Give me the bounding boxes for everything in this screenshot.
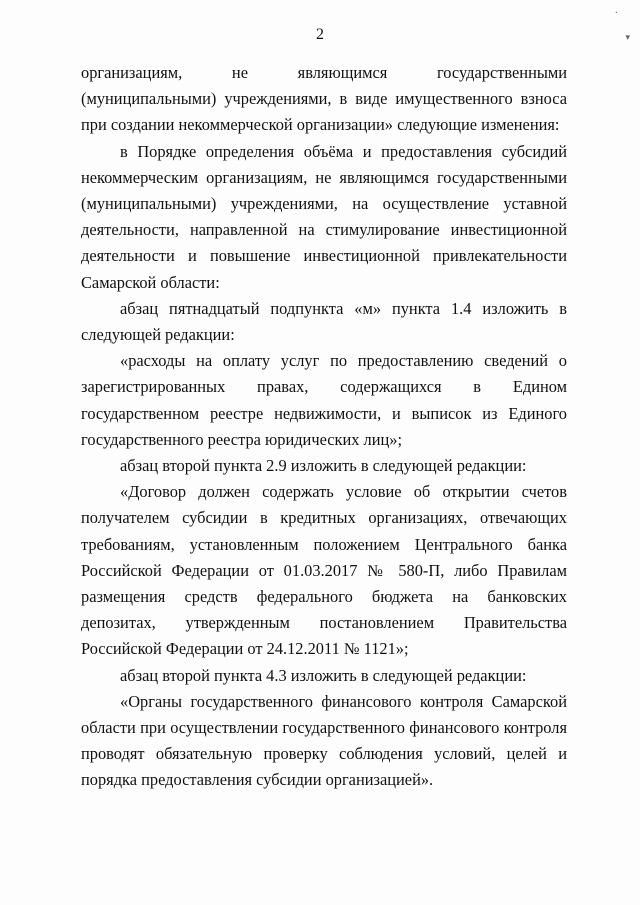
scan-arrow-mark: ▾ — [625, 32, 630, 42]
paragraph-instruction-4-3: абзац второй пункта 4.3 изложить в следующей редакции: — [120, 665, 527, 685]
document-body — [81, 60, 567, 794]
paragraph-instruction-1-4: абзац пятнадцатый подпункта «м» пункта 1.4 изложить в следующей редакции: — [81, 298, 567, 345]
paragraph-quote-expenses: «расходы на оплату услуг по предоставлению сведений о зарегистрированных правах, содержащихся в Едином государственном реестре недвижимости, и выписок из Единого государственного реестра юридических лиц»; — [81, 351, 567, 449]
paragraph-continuation: организациям, не являющимся государственными (муниципальными) учреждениями, в виде имущественного взноса при создании некоммерческой организации» следующие изменения: — [81, 63, 567, 135]
scan-speck: · — [614, 8, 618, 19]
page-number: 2 — [316, 26, 324, 43]
paragraph-quote-control: «Органы государственного финансового контроля Самарской области при осуществлении государственного финансового контроля проводят обязательную проверку соблюдения условий, целей и порядка предоставления субсидии организацией». — [81, 691, 567, 790]
paragraph-quote-contract: «Договор должен содержать условие об открытии счетов получателем субсидии в кредитных организациях, отвечающих требованиям, установленным положением Центрального банка Российской Федерации от 01.03.2017 № 580-П, либо Правилам размещения средств федерального бюджета на банковских депозитах, утвержденным постановлением Правительства Российской Федерации от 24.12.2011 № 1121»; — [81, 482, 567, 659]
paragraph-amendment-intro: в Порядке определения объёма и предоставления субсидий некоммерческим организациям, не являющимся государственными (муниципальными) учреждениями, на осуществление уставной деятельности, направленной на стимулирование инвестиционной деятельности и повышение инвестиционной привлекательности Самарской области: — [81, 141, 567, 292]
paragraph-instruction-2-9: абзац второй пункта 2.9 изложить в следующей редакции: — [120, 456, 527, 476]
